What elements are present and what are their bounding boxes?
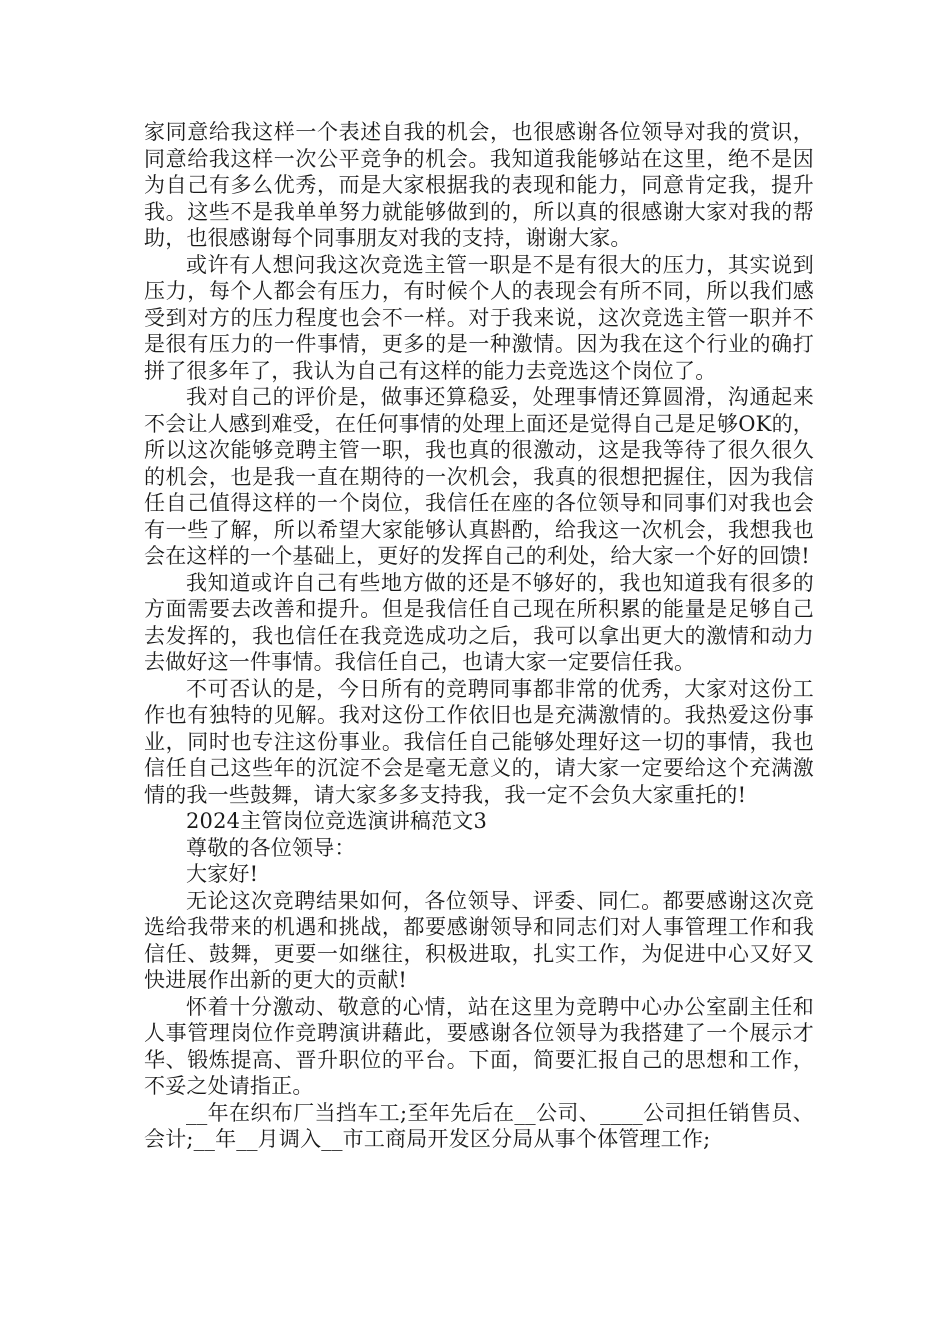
paragraph-pressure: 或许有人想问我这次竞选主管一职是不是有很大的压力，其实说到压力，每个人都会有压力，有时候个人的表现会有所不同，所以我们感受到对方的压力程度也会不一样。对于我来说，这次竞选主管一职并不是很有压力的一件事情，更多的是一种激情。因为我在这个行业的确打拼了很多年了，我认为自己有这样的能力去竞选这个岗位了。 xyxy=(144,252,814,383)
paragraph-self-evaluation: 我对自己的评价是，做事还算稳妥，处理事情还算圆滑，沟通起来不会让人感到难受，在任何事情的处理上面还是觉得自己是足够OK的，所以这次能够竞聘主管一职，我也真的很激动，这是我等待了很久很久的机会，也是我一直在期待的一次机会，我真的很想把握住，因为我信任自己值得这样的一个岗位，我信任在座的各位领导和同事们对我也会有一些了解，所以希望大家能够认真斟酌，给我这一次机会，我想我也会在这样的一个基础上，更好的发挥自己的利处，给大家一个好的回馈! xyxy=(144,385,814,568)
section-title: 2024主管岗位竞选演讲稿范文3 xyxy=(186,809,488,833)
paragraph-gratitude: 无论这次竞聘结果如何，各位领导、评委、同仁。都要感谢这次竞选给我带来的机遇和挑战，都要感谢领导和同志们对人事管理工作和我信任、鼓舞，更要一如继往，积极进取，扎实工作，为促进中心又好又快进展作出新的更大的贡献! xyxy=(144,888,814,992)
paragraph-introduction: 怀着十分激动、敬意的心情，站在这里为竞聘中心办公室副主任和人事管理岗位作竞聘演讲藉此，要感谢各位领导为我搭建了一个展示才华、锻炼提高、晋升职位的平台。下面，简要汇报自己的思想和工作，不妥之处请指正。 xyxy=(144,994,814,1098)
greeting: 大家好! xyxy=(186,862,259,886)
paragraph-colleagues: 不可否认的是，今日所有的竞聘同事都非常的优秀，大家对这份工作也有独特的见解。我对这份工作依旧也是充满激情的。我热爱这份事业，同时也专注这份事业。我信任自己能够处理好这一切的事情，我也信任自己这些年的沉淀不会是毫无意义的，请大家一定要给这个充满激情的我一些鼓舞，请大家多多支持我，我一定不会负大家重托的! xyxy=(144,676,814,807)
paragraph-improvement: 我知道或许自己有些地方做的还是不够好的，我也知道我有很多的方面需要去改善和提升。但是我信任自己现在所积累的能量是足够自己去发挥的，我也信任在我竞选成功之后，我可以拿出更大的激情和动力去做好这一件事情。我信任自己，也请大家一定要信任我。 xyxy=(144,570,814,674)
document-page xyxy=(144,119,814,1153)
salutation: 尊敬的各位领导： xyxy=(186,835,356,860)
paragraph-continuation: 家同意给我这样一个表述自我的机会，也很感谢各位领导对我的赏识，同意给我这样一次公平竞争的机会。我知道我能够站在这里，绝不是因为自己有多么优秀，而是大家根据我的表现和能力，同意肯定我，提升我。这些不是我单单努力就能够做到的，所以真的很感谢大家对我的帮助，也很感谢每个同事朋友对我的支持，谢谢大家。 xyxy=(144,120,814,250)
paragraph-work-history: __年在织布厂当挡车工;至年先后在__公司、____公司担任销售员、会计;__年__月调入__市工商局开发区分局从事个体管理工作; xyxy=(144,1100,814,1151)
